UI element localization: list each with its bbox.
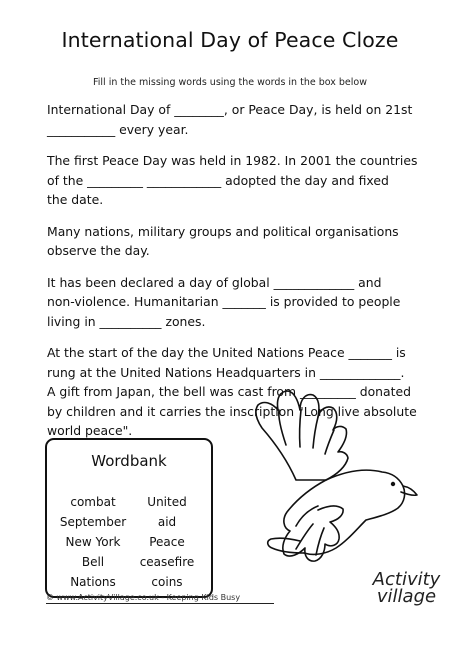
wordbank-word: Nations — [70, 575, 116, 589]
dove-wing-lines — [296, 506, 324, 555]
wordbank-word: aid — [157, 515, 177, 529]
wordbank-title: Wordbank — [91, 452, 167, 470]
logo-line-2: village — [376, 586, 437, 607]
footer-credit: © www.ActivityVillage.co.uk - Keeping Kids Busy — [46, 593, 241, 602]
cloze-paragraph-2: The first Peace Day was held in 1982. In 2001 the countries of the _________ ____________ adopted the day and fixed the date. — [47, 153, 418, 207]
cloze-paragraph-1: International Day of ________, or Peace Day, is held on 21st ___________ every year. — [47, 102, 413, 137]
dove-eye — [391, 482, 395, 486]
dove-feather-lines — [279, 410, 334, 454]
cloze-paragraph-4: It has been declared a day of global _____________ and non-violence. Humanitarian _______ is provided to people living in __________ zones. — [47, 274, 401, 329]
wordbank-word: ceasefire — [139, 555, 195, 569]
cloze-paragraph-5: At the start of the day the United Nations Peace _______ is rung at the United Nations Headquarters in _____________. A gift from Japan, the bell was cast from _________ donated by children and it carries the inscription "Long live absolute world peace". — [47, 345, 417, 438]
wordbank-word: United — [147, 495, 187, 509]
dove-upper-wing — [256, 391, 348, 480]
wordbank-word: September — [59, 515, 127, 529]
instructions: Fill in the missing words using the words in the box below — [92, 77, 367, 88]
logo-line-1: Activity — [372, 569, 441, 590]
cloze-paragraph-3: Many nations, military groups and political organisations observe the day. — [47, 223, 399, 258]
wordbank-word: Bell — [81, 555, 105, 569]
wordbank-word: Peace — [149, 535, 185, 549]
wordbank-word: New York — [65, 535, 121, 549]
page-title: International Day of Peace Cloze — [61, 28, 399, 52]
activity-village-logo — [364, 571, 449, 605]
wordbank-word: coins — [151, 575, 183, 589]
footer-divider — [46, 603, 274, 604]
wordbank-word: combat — [70, 495, 116, 509]
